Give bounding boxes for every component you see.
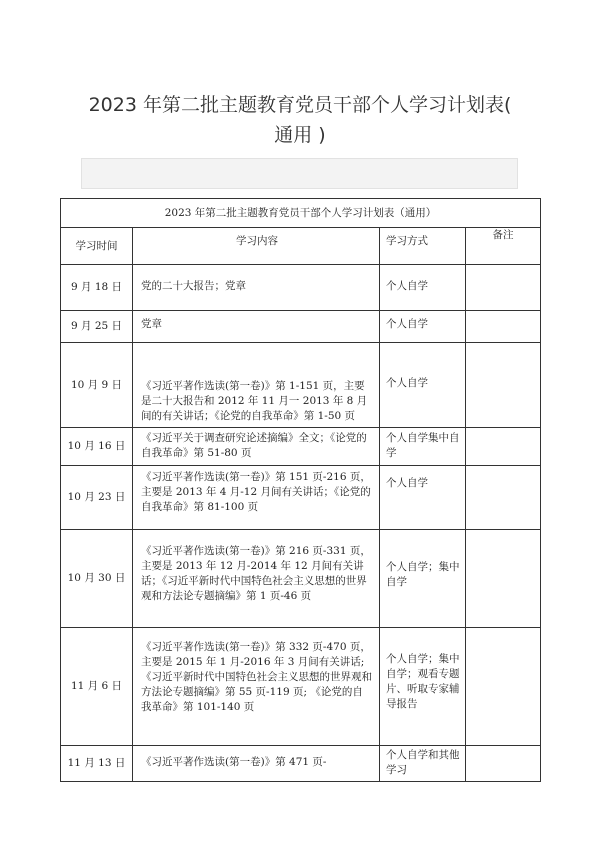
row-date: 10 月 30 日 (61, 530, 133, 628)
row-remark (466, 343, 541, 428)
row-remark (466, 265, 541, 311)
row-method: 个人自学集中自学 (380, 428, 466, 466)
table-row (61, 530, 541, 628)
row-method: 个人自学 (380, 466, 466, 530)
table-row (61, 628, 541, 746)
row-method: 个人自学 (380, 265, 466, 311)
row-method: 个人自学；集中自学；观看专题片、听取专家辅导报告 (380, 628, 466, 746)
document-title: 2023 年第二批主题教育党员干部个人学习计划表( 通用 ) (88, 94, 512, 146)
table-caption-row (61, 199, 541, 228)
table-caption: 2023 年第二批主题教育党员干部个人学习计划表（通用） (61, 199, 541, 228)
row-content: 《习近平著作选读(第一卷)》第 332 页-470 页，主要是 2015 年 1 月-2016 年 3 月间有关讲话;《习近平新时代中国特色社会主义思想的世界观和方法论专题摘编》第 55 页-119 页; 《论党的自我革命》第 101-140 页 (133, 628, 380, 746)
row-date: 10 月 16 日 (61, 428, 133, 466)
row-content: 党的二十大报告；党章 (133, 265, 380, 311)
table-row (61, 466, 541, 530)
row-method: 个人自学 (380, 343, 466, 428)
row-content: 《习近平著作选读(第一卷)》第 1-151 页，主要是二十大报告和 2012 年 11 月一 2013 年 8 月间的有关讲话；《论党的自我革命》第 1-50 页 (133, 343, 380, 428)
table-row (61, 343, 541, 428)
row-content: 《习近平关于调查研究论述摘编》全文；《论党的自我革命》第 51-80 页 (133, 428, 380, 466)
header-remark: 备注 (466, 228, 541, 265)
row-date: 9 月 25 日 (61, 311, 133, 343)
study-plan-table (60, 198, 541, 782)
table-row (61, 265, 541, 311)
row-method: 个人自学和其他学习 (380, 746, 466, 782)
row-date: 9 月 18 日 (61, 265, 133, 311)
row-method: 个人自学 (380, 311, 466, 343)
row-date: 10 月 23 日 (61, 466, 133, 530)
row-date: 10 月 9 日 (61, 343, 133, 428)
row-content: 《习近平著作选读(第一卷)》第 216 页-331 页，主要是 2013 年 12 月-2014 年 12 月间有关讲话；《习近平新时代中国特色社会主义思想的世界观和方法论专题摘编》第 1 页-46 页 (133, 530, 380, 628)
row-remark (466, 466, 541, 530)
row-remark (466, 746, 541, 782)
table-row (61, 311, 541, 343)
blank-banner (81, 158, 518, 189)
header-method: 学习方式 (380, 228, 466, 265)
row-remark (466, 428, 541, 466)
row-remark (466, 311, 541, 343)
row-remark (466, 530, 541, 628)
row-date: 11 月 6 日 (61, 628, 133, 746)
table-row (61, 428, 541, 466)
table-row (61, 746, 541, 782)
header-date: 学习时间 (61, 228, 133, 265)
row-remark (466, 628, 541, 746)
table-header-row (61, 228, 541, 265)
row-content: 《习近平著作选读(第一卷)》第 151 页-216 页，主要是 2013 年 4 月-12 月间有关讲话；《论党的自我革命》第 81-100 页 (133, 466, 380, 530)
row-content: 党章 (133, 311, 380, 343)
row-date: 11 月 13 日 (61, 746, 133, 782)
row-content: 《习近平著作选读(第一卷)》第 471 页- (133, 746, 380, 782)
row-method: 个人自学；集中自学 (380, 530, 466, 628)
header-content: 学习内容 (133, 228, 380, 265)
